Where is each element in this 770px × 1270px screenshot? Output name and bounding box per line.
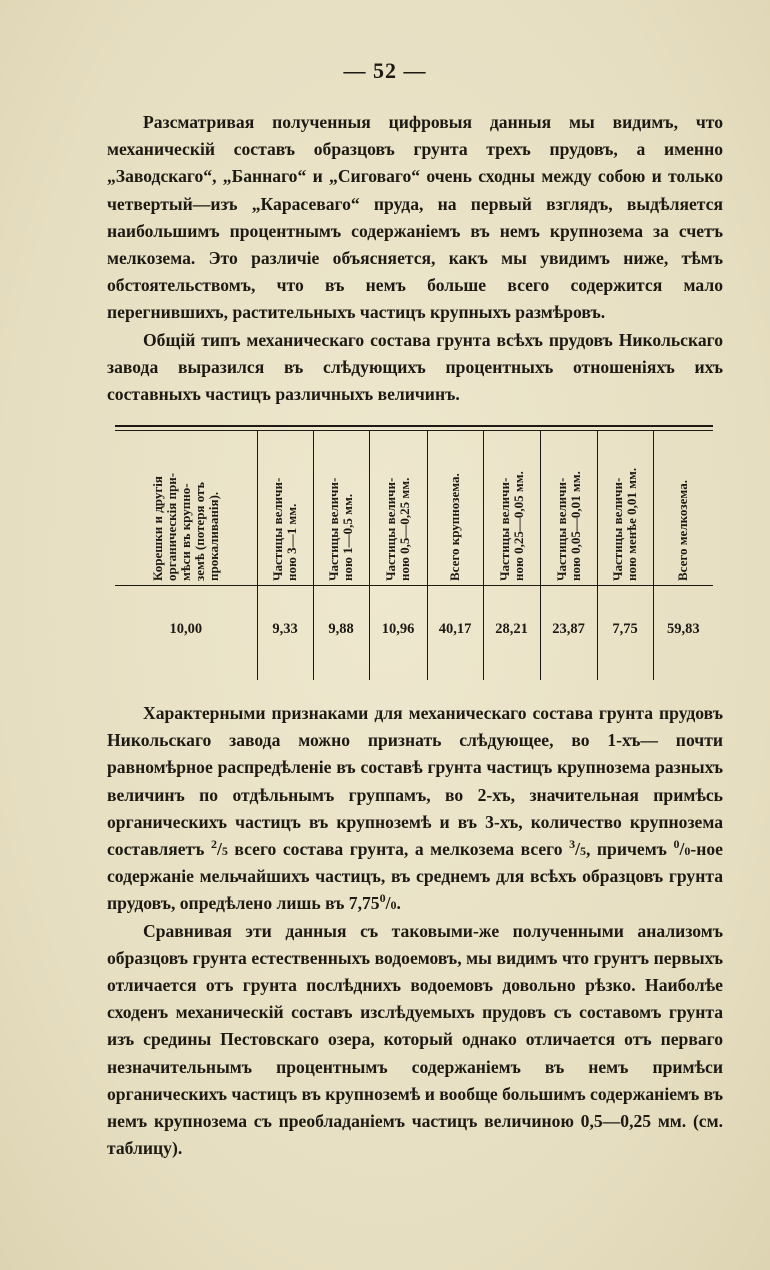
cell-005-001mm: 23,87 <box>540 585 597 680</box>
table-header-rule <box>115 585 713 586</box>
header-1-05mm: Частицы величи- ною 1—0,5 мм. <box>313 431 369 585</box>
header-organic: Корешки и другія органическія при- мѣси въ крупно- земѣ (потеря отъ прокаливанія). <box>115 431 257 585</box>
header-less-001mm: Частицы величи- ною менѣе 0,01 мм. <box>597 431 653 585</box>
header-025-005mm: Частицы величи- ною 0,25—0,05 мм. <box>483 431 540 585</box>
cell-total-coarse: 40,17 <box>427 585 483 680</box>
header-3-1mm: Частицы величи- ною 3—1 мм. <box>257 431 313 585</box>
cell-organic: 10,00 <box>115 585 257 680</box>
header-05-025mm: Частицы величи- ною 0,5—0,25 мм. <box>369 431 427 585</box>
text-block-bottom <box>107 700 723 1162</box>
cell-1-05mm: 9,88 <box>313 585 369 680</box>
header-total-fine: Всего мелкозема. <box>675 480 691 581</box>
text-block-top <box>107 109 723 408</box>
mechanical-composition-table <box>115 425 713 689</box>
paragraph-3: Характерными признаками для механическаго состава грунта прудовъ Никольскаго завода можно признать слѣдующее, во 1-хъ— почти равномѣрное распредѣленіе въ составѣ грунта частицъ крупнозема разныхъ величинъ по отдѣльнымъ группамъ, во 2-хъ, значительная примѣсь органическихъ частицъ въ крупноземѣ и въ 3-хъ, количество крупнозема составляетъ $^2$/5 всего состава грунта, а мелкозема всего $^3$/5, причемъ $^0$/0-ное содержаніе мельчайшихъ частицъ, въ среднемъ для всѣхъ образцовъ грунта прудовъ, опредѣлено лишь въ 7,75$^0$/0. <box>107 703 723 914</box>
header-total-coarse: Всего крупнозема. <box>427 431 483 585</box>
paragraph-2: Общій типъ механическаго состава грунта всѣхъ прудовъ Никольскаго завода выразился въ слѣдующихъ процентныхъ отношеніяхъ ихъ составныхъ частицъ различныхъ величинъ. <box>107 329 723 405</box>
page-number: — 52 — <box>343 58 427 83</box>
table-header-row <box>115 431 713 585</box>
table-top-rule <box>115 425 713 427</box>
cell-05-025mm: 10,96 <box>369 585 427 680</box>
paragraph-4: Сравнивая эти данныя съ таковыми-же полученными анализомъ образцовъ грунта естественныхъ водоемовъ, мы видимъ что грунтъ первыхъ отличается отъ грунта послѣднихъ водоемовъ довольно рѣзко. Наиболѣе сходенъ механическій составъ изслѣдуемыхъ прудовъ съ составомъ грунта изъ средины Пестовскаго озера, который однако отличается отъ перваго незначительнымъ процентнымъ содержаніемъ въ немъ примѣси органическихъ частицъ въ крупноземѣ и вообще большимъ содержаніемъ въ немъ крупнозема съ преобладаніемъ частицъ величиною 0,5—0,25 мм. (см. таблицу). <box>107 920 723 1159</box>
table-row <box>115 585 713 680</box>
cell-3-1mm: 9,33 <box>257 585 313 680</box>
composition-table <box>115 431 713 680</box>
paragraph-1: Разсматривая полученныя цифровыя данныя мы видимъ, что механическій составъ образцовъ грунта трехъ прудовъ, а именно „Заводскаго“, „Баннаго“ и „Сиговаго“ очень сходны между собою и только четвертый—изъ „Карасеваго“ пруда, на первый взглядъ, выдѣляется наибольшимъ процентнымъ содержаніемъ въ немъ крупнозема за счетъ мелкозема. Это различіе объясняется, какъ мы увидимъ ниже, тѣмъ обстоятельствомъ, что въ немъ больше всего содержится мало перегнившихъ, растительныхъ частицъ крупныхъ размѣровъ. <box>107 112 723 323</box>
header-005-001mm: Частицы величи- ною 0,05—0,01 мм. <box>540 431 597 585</box>
cell-less-001mm: 7,75 <box>597 585 653 680</box>
cell-total-fine: 59,83 <box>666 621 700 637</box>
cell-025-005mm: 28,21 <box>483 585 540 680</box>
